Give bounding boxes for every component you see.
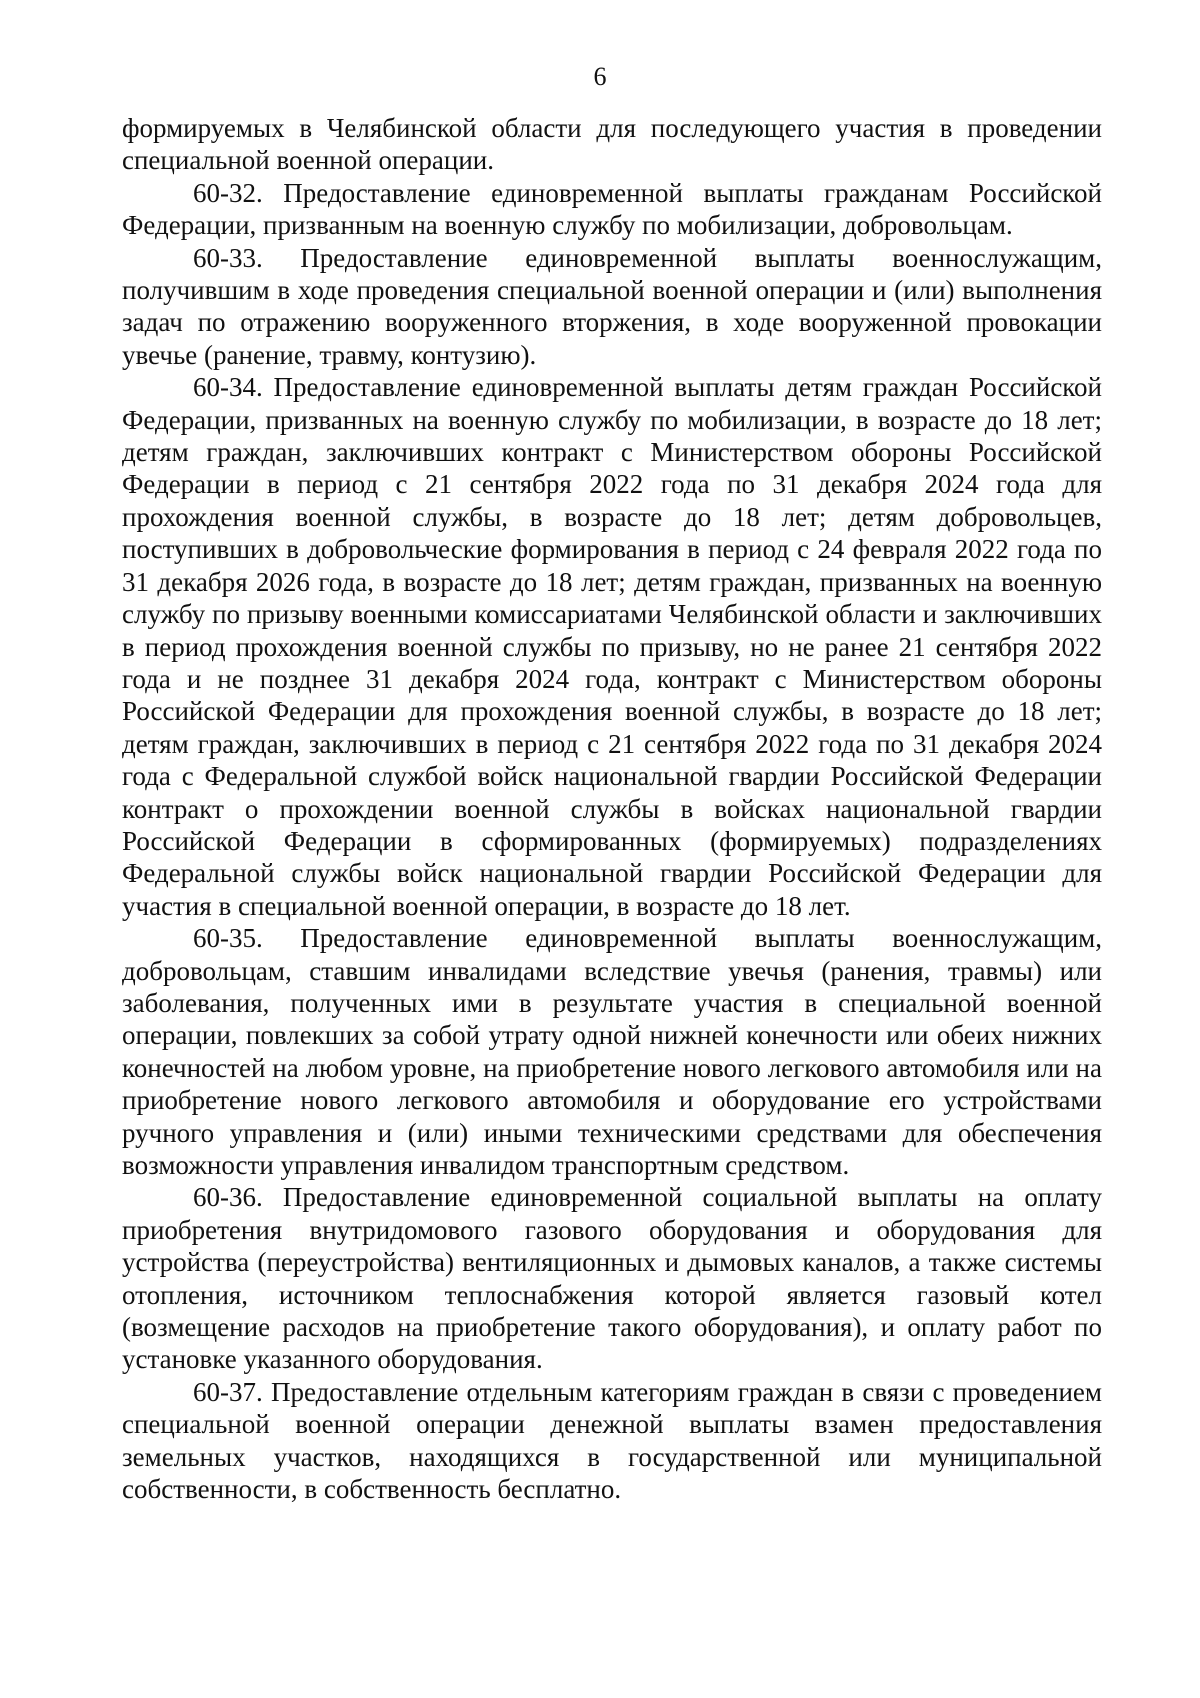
document-body (122, 112, 1102, 1505)
paragraph-60-32: 60-32. Предоставление единовременной выплаты гражданам Российской Федерации, призванным на военную службу по мобилизации, добровольцам. (122, 177, 1102, 241)
paragraph-60-36: 60-36. Предоставление единовременной социальной выплаты на оплату приобретения внутридомового газового оборудования и оборудования для устройства (переустройства) вентиляционных и дымовых каналов, а также системы отопления, источником теплоснабжения которой является газовый котел (возмещение расходов на приобретение такого оборудования), и оплату работ по установке указанного оборудования. (122, 1182, 1102, 1375)
paragraph-60-35: 60-35. Предоставление единовременной выплаты военнослужащим, добровольцам, ставшим инвалидами вследствие увечья (ранения, травмы) или заболевания, полученных ими в результате участия в специальной военной операции, повлекших за собой утрату одной нижней конечности или обеих нижних конечностей на любом уровне, на приобретение нового легкового автомобиля или на приобретение нового легкового автомобиля и оборудование его устройствами ручного управления и (или) иными техническими средствами для обеспечения возможности управления инвалидом транспортным средством. (122, 923, 1102, 1180)
paragraph-60-37: 60-37. Предоставление отдельным категориям граждан в связи с проведением специальной военной операции денежной выплаты взамен предоставления земельных участков, находящихся в государственной или муниципальной собственности, в собственность бесплатно. (122, 1376, 1102, 1505)
paragraph-60-33: 60-33. Предоставление единовременной выплаты военнослужащим, получившим в ходе проведения специальной военной операции и (или) выполнения задач по отражению вооруженного вторжения, в ходе вооруженной провокации увечье (ранение, травму, контузию). (122, 242, 1102, 370)
paragraph-continuation: формируемых в Челябинской области для последующего участия в проведении специальной военной операции. (122, 113, 1102, 176)
page-number: 6 (593, 62, 607, 91)
paragraph-60-34: 60-34. Предоставление единовременной выплаты детям граждан Российской Федерации, призванных на военную службу по мобилизации, в возрасте до 18 лет; детям граждан, заключивших контракт с Министерством обороны Российской Федерации в период с 21 сентября 2022 года по 31 декабря 2024 года для прохождения военной службы, в возрасте до 18 лет; детям добровольцев, поступивших в добровольческие формирования в период с 24 февраля 2022 года по 31 декабря 2026 года, в возрасте до 18 лет; детям граждан, призванных на военную службу по призыву военными комиссариатами Челябинской области и заключивших в период прохождения военной службы по призыву, но не ранее 21 сентября 2022 года и не позднее 31 декабря 2024 года, контракт с Министерством обороны Российской Федерации для прохождения военной службы, в возрасте до 18 лет; детям граждан, заключивших в период с 21 сентября 2022 года по 31 декабря 2024 года с Федеральной службой войск национальной гвардии Российской Федерации контракт о прохождении военной службы в войсках национальной гвардии Российской Федерации в сформированных (формируемых) подразделениях Федеральной службы войск национальной гвардии Российской Федерации для участия в специальной военной операции, в возрасте до 18 лет. (122, 372, 1102, 921)
